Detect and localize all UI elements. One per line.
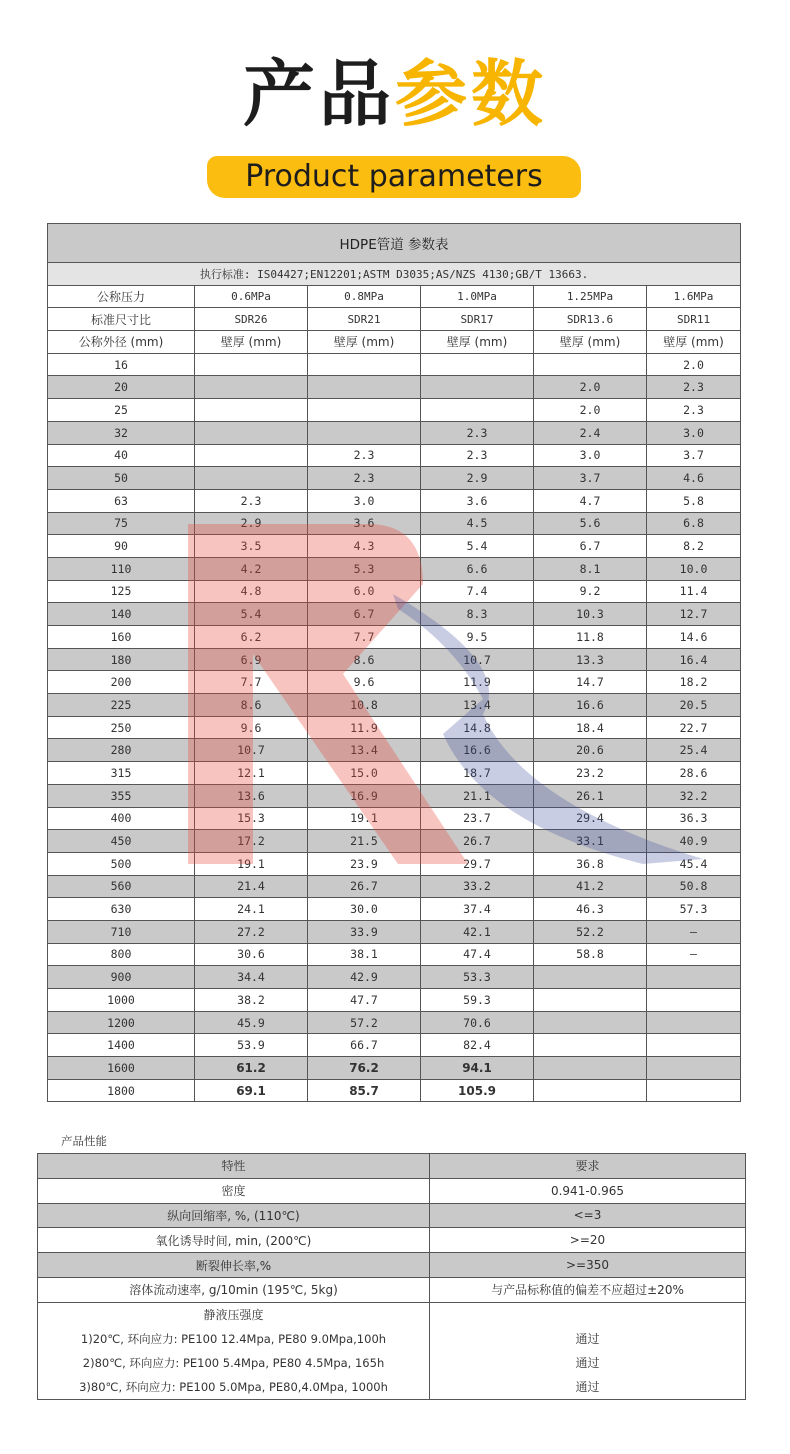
wall-thickness-cell: 4.3 xyxy=(308,535,421,558)
outer-diameter-cell: 16 xyxy=(48,353,195,376)
wall-thickness-cell: 59.3 xyxy=(421,989,534,1012)
table-row xyxy=(48,784,741,807)
hydrostatic-title: 静液压强度 xyxy=(203,1307,264,1322)
wall-thickness-cell: 33.2 xyxy=(421,875,534,898)
wall-thickness-cell: 10.7 xyxy=(421,648,534,671)
wall-thickness-cell: 13.3 xyxy=(534,648,647,671)
wall-thickness-cell: 94.1 xyxy=(421,1057,534,1080)
performance-row xyxy=(38,1178,746,1203)
wall-thickness-cell: 20.6 xyxy=(534,739,647,762)
requirement-cell: >=20 xyxy=(430,1228,746,1253)
wall-thickness-cell: 9.5 xyxy=(421,626,534,649)
pressure-label: 公称压力 xyxy=(48,285,195,308)
sdr-cell: SDR17 xyxy=(421,308,534,331)
table-row xyxy=(48,920,741,943)
table-row xyxy=(48,716,741,739)
outer-diameter-cell: 560 xyxy=(48,875,195,898)
wall-thickness-cell: — xyxy=(647,920,741,943)
outer-diameter-cell: 225 xyxy=(48,694,195,717)
page-heading xyxy=(0,52,790,136)
wall-thickness-cell xyxy=(647,1011,741,1034)
wall-thickness-cell: 25.4 xyxy=(647,739,741,762)
wall-thickness-cell: 11.9 xyxy=(421,671,534,694)
outer-diameter-cell: 315 xyxy=(48,762,195,785)
wall-thickness-cell: 38.1 xyxy=(308,943,421,966)
wall-thickness-cell xyxy=(534,1011,647,1034)
table-row xyxy=(48,739,741,762)
wall-thickness-cell: 23.2 xyxy=(534,762,647,785)
wall-thickness-cell: 85.7 xyxy=(308,1079,421,1102)
pressure-cell: 0.6MPa xyxy=(195,285,308,308)
wall-thickness-cell: — xyxy=(647,943,741,966)
table-row xyxy=(48,694,741,717)
wall-thickness-cell: 7.4 xyxy=(421,580,534,603)
wall-thickness-cell: 26.7 xyxy=(308,875,421,898)
wall-thickness-cell: 23.7 xyxy=(421,807,534,830)
wall-thickness-cell xyxy=(647,989,741,1012)
sdr-cell: SDR11 xyxy=(647,308,741,331)
parameter-table xyxy=(47,223,741,1102)
wall-thickness-cell: 11.8 xyxy=(534,626,647,649)
wall-thickness-cell: 21.1 xyxy=(421,784,534,807)
wall-thickness-cell: 6.6 xyxy=(421,557,534,580)
wall-thickness-cell: 10.7 xyxy=(195,739,308,762)
wall-thickness-cell: 8.6 xyxy=(308,648,421,671)
wall-thickness-cell xyxy=(647,1057,741,1080)
wall-thickness-cell xyxy=(308,399,421,422)
performance-label: 产品性能 xyxy=(61,1134,107,1148)
wall-thickness-cell: 36.3 xyxy=(647,807,741,830)
outer-diameter-cell: 125 xyxy=(48,580,195,603)
wall-thickness-cell: 27.2 xyxy=(195,920,308,943)
property-header: 特性 xyxy=(38,1154,430,1179)
table-row xyxy=(48,467,741,490)
heading-dark-part: 产品 xyxy=(242,52,395,136)
sdr-cell: SDR21 xyxy=(308,308,421,331)
wall-thickness-cell xyxy=(195,353,308,376)
wall-thickness-cell: 4.8 xyxy=(195,580,308,603)
wall-thickness-cell: 26.1 xyxy=(534,784,647,807)
outer-diameter-cell: 1800 xyxy=(48,1079,195,1102)
wall-thickness-cell: 45.9 xyxy=(195,1011,308,1034)
wall-thickness-cell: 17.2 xyxy=(195,830,308,853)
table-row xyxy=(48,1034,741,1057)
wall-thickness-cell: 6.7 xyxy=(308,603,421,626)
wall-thickness-cell: 21.5 xyxy=(308,830,421,853)
wall-thickness-cell: 13.4 xyxy=(308,739,421,762)
wall-thickness-cell: 16.9 xyxy=(308,784,421,807)
sdr-cell: SDR26 xyxy=(195,308,308,331)
wall-thickness-cell: 41.2 xyxy=(534,875,647,898)
hydrostatic-condition: 3)80℃, 环向应力: PE100 5.0Mpa, PE80,4.0Mpa, 1000h xyxy=(79,1379,388,1394)
wall-thickness-cell: 6.7 xyxy=(534,535,647,558)
outer-diameter-cell: 50 xyxy=(48,467,195,490)
wall-thickness-cell: 12.1 xyxy=(195,762,308,785)
wall-thickness-cell: 38.2 xyxy=(195,989,308,1012)
hydrostatic-result: 通过 xyxy=(575,1331,600,1346)
parameter-table-title: HDPE管道 参数表 xyxy=(48,224,741,263)
subtitle-banner: Product parameters xyxy=(207,156,581,198)
wall-thickness-cell: 40.9 xyxy=(647,830,741,853)
wall-thickness-cell: 4.2 xyxy=(195,557,308,580)
table-row xyxy=(48,512,741,535)
outer-diameter-cell: 20 xyxy=(48,376,195,399)
table-row xyxy=(48,421,741,444)
wall-thickness-cell: 2.0 xyxy=(647,353,741,376)
wall-thickness-cell: 9.6 xyxy=(195,716,308,739)
wall-thickness-cell: 3.7 xyxy=(534,467,647,490)
wall-thickness-cell: 53.3 xyxy=(421,966,534,989)
hydrostatic-result: 通过 xyxy=(575,1355,600,1370)
pressure-cell: 1.0MPa xyxy=(421,285,534,308)
wall-thickness-cell: 23.9 xyxy=(308,852,421,875)
wall-thickness-cell: 33.1 xyxy=(534,830,647,853)
outer-diameter-cell: 90 xyxy=(48,535,195,558)
wall-label: 壁厚 (mm) xyxy=(647,331,741,354)
wall-thickness-cell: 33.9 xyxy=(308,920,421,943)
outer-diameter-cell: 710 xyxy=(48,920,195,943)
wall-thickness-cell: 76.2 xyxy=(308,1057,421,1080)
wall-thickness-cell: 36.8 xyxy=(534,852,647,875)
property-cell: 纵向回缩率, %, (110℃) xyxy=(38,1203,430,1228)
wall-thickness-cell: 14.6 xyxy=(647,626,741,649)
wall-thickness-cell: 13.6 xyxy=(195,784,308,807)
wall-thickness-cell: 3.0 xyxy=(647,421,741,444)
wall-thickness-cell xyxy=(308,353,421,376)
pressure-cell: 0.8MPa xyxy=(308,285,421,308)
wall-thickness-cell: 4.7 xyxy=(534,489,647,512)
outer-diameter-cell: 900 xyxy=(48,966,195,989)
sdr-row xyxy=(48,308,741,331)
wall-thickness-cell: 6.8 xyxy=(647,512,741,535)
wall-thickness-cell: 16.4 xyxy=(647,648,741,671)
wall-thickness-cell: 57.3 xyxy=(647,898,741,921)
requirement-cell: 0.941-0.965 xyxy=(430,1178,746,1203)
wall-thickness-cell xyxy=(308,421,421,444)
outer-diameter-cell: 140 xyxy=(48,603,195,626)
wall-thickness-cell: 3.5 xyxy=(195,535,308,558)
performance-row xyxy=(38,1228,746,1253)
outer-diameter-cell: 800 xyxy=(48,943,195,966)
wall-thickness-cell: 3.0 xyxy=(308,489,421,512)
wall-thickness-cell: 2.3 xyxy=(421,421,534,444)
table-row xyxy=(48,943,741,966)
outer-diameter-cell: 250 xyxy=(48,716,195,739)
wall-thickness-cell: 3.6 xyxy=(421,489,534,512)
outer-diameter-cell: 630 xyxy=(48,898,195,921)
wall-thickness-cell: 19.1 xyxy=(308,807,421,830)
wall-thickness-cell: 57.2 xyxy=(308,1011,421,1034)
requirement-cell: <=3 xyxy=(430,1203,746,1228)
table-row xyxy=(48,376,741,399)
wall-thickness-cell: 8.1 xyxy=(534,557,647,580)
table-row xyxy=(48,626,741,649)
wall-thickness-cell xyxy=(195,444,308,467)
wall-thickness-cell: 8.6 xyxy=(195,694,308,717)
hydrostatic-conditions xyxy=(38,1302,430,1399)
table-row xyxy=(48,603,741,626)
wall-thickness-cell: 5.3 xyxy=(308,557,421,580)
wall-thickness-cell: 19.1 xyxy=(195,852,308,875)
wall-thickness-cell: 8.2 xyxy=(647,535,741,558)
requirement-cell: >=350 xyxy=(430,1253,746,1278)
wall-thickness-cell: 9.2 xyxy=(534,580,647,603)
wall-thickness-cell: 47.7 xyxy=(308,989,421,1012)
wall-thickness-cell xyxy=(534,1034,647,1057)
od-label: 公称外径 (mm) xyxy=(48,331,195,354)
sdr-cell: SDR13.6 xyxy=(534,308,647,331)
outer-diameter-cell: 1000 xyxy=(48,989,195,1012)
outer-diameter-cell: 450 xyxy=(48,830,195,853)
outer-diameter-cell: 1600 xyxy=(48,1057,195,1080)
wall-thickness-cell: 2.3 xyxy=(195,489,308,512)
wall-thickness-cell: 3.0 xyxy=(534,444,647,467)
outer-diameter-cell: 25 xyxy=(48,399,195,422)
wall-thickness-cell: 2.3 xyxy=(647,376,741,399)
table-row xyxy=(48,648,741,671)
hydrostatic-result-spacer xyxy=(430,1303,745,1327)
wall-thickness-cell: 2.0 xyxy=(534,376,647,399)
wall-thickness-cell: 3.7 xyxy=(647,444,741,467)
wall-thickness-cell: 42.9 xyxy=(308,966,421,989)
outer-diameter-cell: 40 xyxy=(48,444,195,467)
wall-thickness-cell: 61.2 xyxy=(195,1057,308,1080)
table-row xyxy=(48,557,741,580)
requirement-header: 要求 xyxy=(430,1154,746,1179)
wall-thickness-cell: 34.4 xyxy=(195,966,308,989)
table-row xyxy=(48,1057,741,1080)
wall-thickness-cell: 58.8 xyxy=(534,943,647,966)
table-row xyxy=(48,671,741,694)
wall-thickness-cell: 2.0 xyxy=(534,399,647,422)
wall-thickness-cell: 9.6 xyxy=(308,671,421,694)
wall-label: 壁厚 (mm) xyxy=(308,331,421,354)
pressure-cell: 1.25MPa xyxy=(534,285,647,308)
wall-thickness-cell xyxy=(195,421,308,444)
outer-diameter-cell: 180 xyxy=(48,648,195,671)
hydrostatic-condition: 1)20℃, 环向应力: PE100 12.4Mpa, PE80 9.0Mpa,100h xyxy=(80,1331,387,1346)
table-row xyxy=(48,489,741,512)
wall-thickness-cell xyxy=(195,467,308,490)
outer-diameter-cell: 1400 xyxy=(48,1034,195,1057)
wall-thickness-cell: 46.3 xyxy=(534,898,647,921)
outer-diameter-cell: 200 xyxy=(48,671,195,694)
wall-thickness-cell: 69.1 xyxy=(195,1079,308,1102)
outer-diameter-cell: 110 xyxy=(48,557,195,580)
wall-thickness-cell: 2.3 xyxy=(308,444,421,467)
performance-row xyxy=(38,1203,746,1228)
wall-thickness-cell: 22.7 xyxy=(647,716,741,739)
wall-thickness-cell: 7.7 xyxy=(308,626,421,649)
table-row xyxy=(48,1011,741,1034)
property-cell: 断裂伸长率,% xyxy=(38,1253,430,1278)
performance-row xyxy=(38,1253,746,1278)
outer-diameter-cell: 160 xyxy=(48,626,195,649)
wall-thickness-cell: 2.3 xyxy=(421,444,534,467)
wall-thickness-cell: 14.8 xyxy=(421,716,534,739)
wall-thickness-cell xyxy=(647,1079,741,1102)
wall-label: 壁厚 (mm) xyxy=(534,331,647,354)
wall-thickness-cell: 4.5 xyxy=(421,512,534,535)
wall-thickness-cell: 21.4 xyxy=(195,875,308,898)
wall-thickness-cell: 15.3 xyxy=(195,807,308,830)
wall-thickness-cell: 53.9 xyxy=(195,1034,308,1057)
table-row xyxy=(48,762,741,785)
wall-thickness-cell xyxy=(647,1034,741,1057)
wall-label: 壁厚 (mm) xyxy=(421,331,534,354)
table-row xyxy=(48,830,741,853)
wall-thickness-cell xyxy=(534,966,647,989)
wall-thickness-cell: 10.8 xyxy=(308,694,421,717)
table-row xyxy=(48,989,741,1012)
wall-thickness-cell: 6.9 xyxy=(195,648,308,671)
wall-thickness-cell xyxy=(534,989,647,1012)
wall-thickness-cell: 30.6 xyxy=(195,943,308,966)
pressure-row xyxy=(48,285,741,308)
wall-thickness-cell: 28.6 xyxy=(647,762,741,785)
wall-thickness-cell: 5.8 xyxy=(647,489,741,512)
outer-diameter-cell: 355 xyxy=(48,784,195,807)
wall-thickness-cell: 42.1 xyxy=(421,920,534,943)
wall-thickness-cell xyxy=(421,353,534,376)
wall-thickness-cell xyxy=(195,376,308,399)
wall-thickness-cell: 10.0 xyxy=(647,557,741,580)
property-cell: 溶体流动速率, g/10min (195℃, 5kg) xyxy=(38,1277,430,1302)
wall-thickness-cell: 14.7 xyxy=(534,671,647,694)
wall-thickness-cell: 82.4 xyxy=(421,1034,534,1057)
outer-diameter-cell: 32 xyxy=(48,421,195,444)
wall-thickness-cell: 16.6 xyxy=(421,739,534,762)
wall-thickness-cell: 24.1 xyxy=(195,898,308,921)
outer-diameter-cell: 75 xyxy=(48,512,195,535)
wall-thickness-cell: 12.7 xyxy=(647,603,741,626)
wall-thickness-cell: 18.7 xyxy=(421,762,534,785)
standard-row: 执行标准: IS04427;EN12201;ASTM D3035;AS/NZS 4130;GB/T 13663. xyxy=(48,263,741,286)
wall-thickness-cell: 3.6 xyxy=(308,512,421,535)
wall-thickness-cell: 29.7 xyxy=(421,852,534,875)
wall-thickness-cell: 2.3 xyxy=(647,399,741,422)
table-row xyxy=(48,1079,741,1102)
wall-thickness-cell: 2.4 xyxy=(534,421,647,444)
wall-thickness-cell xyxy=(421,399,534,422)
hydrostatic-results xyxy=(430,1302,746,1399)
wall-thickness-cell xyxy=(534,353,647,376)
wall-thickness-cell: 6.2 xyxy=(195,626,308,649)
wall-label: 壁厚 (mm) xyxy=(195,331,308,354)
wall-thickness-cell: 26.7 xyxy=(421,830,534,853)
outer-diameter-cell: 1200 xyxy=(48,1011,195,1034)
wall-thickness-cell: 66.7 xyxy=(308,1034,421,1057)
hydrostatic-result: 通过 xyxy=(575,1379,600,1394)
hydrostatic-row xyxy=(38,1302,746,1399)
performance-header-row xyxy=(38,1154,746,1179)
table-row xyxy=(48,807,741,830)
table-row xyxy=(48,898,741,921)
wall-thickness-cell: 2.9 xyxy=(421,467,534,490)
requirement-cell: 与产品标称值的偏差不应超过±20% xyxy=(430,1277,746,1302)
wall-thickness-cell: 47.4 xyxy=(421,943,534,966)
wall-thickness-cell: 18.2 xyxy=(647,671,741,694)
wall-thickness-cell: 15.0 xyxy=(308,762,421,785)
wall-thickness-cell: 105.9 xyxy=(421,1079,534,1102)
wall-thickness-cell: 2.9 xyxy=(195,512,308,535)
wall-thickness-cell: 5.4 xyxy=(421,535,534,558)
wall-thickness-cell: 10.3 xyxy=(534,603,647,626)
wall-thickness-cell: 45.4 xyxy=(647,852,741,875)
wall-thickness-cell: 4.6 xyxy=(647,467,741,490)
outer-diameter-cell: 280 xyxy=(48,739,195,762)
table-row xyxy=(48,444,741,467)
table-row xyxy=(48,852,741,875)
wall-thickness-cell: 11.9 xyxy=(308,716,421,739)
wall-thickness-cell: 16.6 xyxy=(534,694,647,717)
outer-diameter-cell: 400 xyxy=(48,807,195,830)
wall-thickness-cell: 11.4 xyxy=(647,580,741,603)
property-cell: 密度 xyxy=(38,1178,430,1203)
wall-thickness-cell: 50.8 xyxy=(647,875,741,898)
wall-thickness-cell: 8.3 xyxy=(421,603,534,626)
heading-gold-part: 参数 xyxy=(395,52,548,136)
wall-thickness-cell: 52.2 xyxy=(534,920,647,943)
wall-thickness-cell: 5.6 xyxy=(534,512,647,535)
property-cell: 氧化诱导时间, min, (200℃) xyxy=(38,1228,430,1253)
table-row xyxy=(48,966,741,989)
wall-thickness-cell: 13.4 xyxy=(421,694,534,717)
outer-diameter-cell: 63 xyxy=(48,489,195,512)
outer-diameter-cell: 500 xyxy=(48,852,195,875)
wall-thickness-cell: 20.5 xyxy=(647,694,741,717)
wall-thickness-cell xyxy=(308,376,421,399)
table-row xyxy=(48,353,741,376)
wall-thickness-cell xyxy=(534,1079,647,1102)
table-row xyxy=(48,535,741,558)
wall-thickness-cell: 32.2 xyxy=(647,784,741,807)
wall-thickness-cell: 18.4 xyxy=(534,716,647,739)
wall-thickness-cell: 5.4 xyxy=(195,603,308,626)
hydrostatic-condition: 2)80℃, 环向应力: PE100 5.4Mpa, PE80 4.5Mpa, 165h xyxy=(82,1355,385,1370)
table-row xyxy=(48,875,741,898)
wall-thickness-cell: 70.6 xyxy=(421,1011,534,1034)
wall-thickness-cell: 30.0 xyxy=(308,898,421,921)
wall-thickness-cell: 6.0 xyxy=(308,580,421,603)
wall-thickness-cell: 7.7 xyxy=(195,671,308,694)
wall-thickness-cell: 2.3 xyxy=(308,467,421,490)
table-row xyxy=(48,399,741,422)
performance-table xyxy=(37,1153,746,1400)
wall-thickness-cell: 29.4 xyxy=(534,807,647,830)
wall-thickness-cell xyxy=(421,376,534,399)
wall-thickness-cell xyxy=(534,1057,647,1080)
sdr-label: 标准尺寸比 xyxy=(48,308,195,331)
wall-thickness-cell xyxy=(195,399,308,422)
table-row xyxy=(48,580,741,603)
unit-row xyxy=(48,331,741,354)
pressure-cell: 1.6MPa xyxy=(647,285,741,308)
wall-thickness-cell xyxy=(647,966,741,989)
wall-thickness-cell: 37.4 xyxy=(421,898,534,921)
performance-row xyxy=(38,1277,746,1302)
